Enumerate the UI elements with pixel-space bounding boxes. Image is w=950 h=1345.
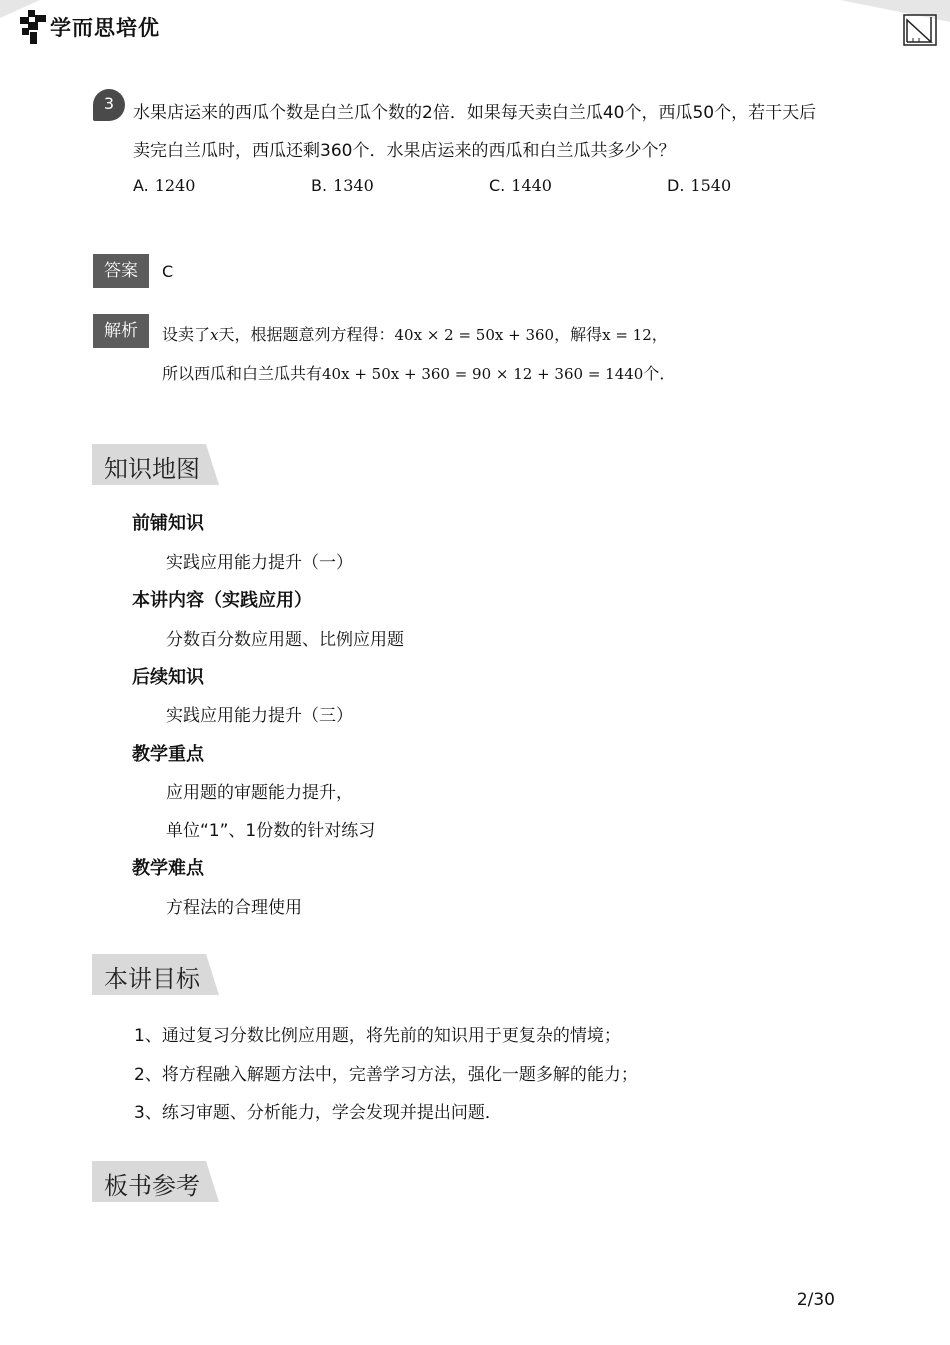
knowledge-heading: 教学难点 (132, 858, 204, 879)
brand-name: 学而思培优 (50, 16, 160, 40)
brand-logo (20, 10, 160, 44)
knowledge-heading: 本讲内容（实践应用） (132, 590, 312, 611)
knowledge-item: 实践应用能力提升（一） (166, 553, 353, 573)
section-header-goals: 本讲目标 (92, 954, 218, 995)
section-header-board: 板书参考 (92, 1161, 218, 1202)
question-number-badge: 3 (93, 89, 125, 121)
goal-item: 3、练习审题、分析能力，学会发现并提出问题． (134, 1103, 502, 1123)
answer-tag: 答案 (93, 254, 149, 288)
knowledge-heading: 前铺知识 (132, 513, 204, 534)
knowledge-heading: 后续知识 (132, 667, 204, 688)
analysis-tag: 解析 (93, 314, 149, 348)
goal-item: 2、将方程融入解题方法中，完善学习方法，强化一题多解的能力； (134, 1065, 638, 1085)
analysis-line-1: 设卖了x天，根据题意列方程得：40x × 2 = 50x + 360，解得x = 12， (162, 325, 668, 344)
question-text-line-1: 水果店运来的西瓜个数是白兰瓜个数的2倍．如果每天卖白兰瓜40个，西瓜50个，若干天后 (133, 103, 817, 123)
knowledge-item: 单位“1”、1份数的针对练习 (166, 821, 376, 841)
equation-2: x = 12 (602, 326, 652, 344)
brand-mark-icon (20, 10, 46, 44)
option-c[interactable]: C. 1440 (489, 176, 552, 195)
question-text-line-2: 卖完白兰瓜时，西瓜还剩360个．水果店运来的西瓜和白兰瓜共多少个？ (133, 141, 676, 161)
knowledge-item: 应用题的审题能力提升， (166, 783, 353, 803)
equation-1: 40x × 2 = 50x + 360 (394, 326, 555, 344)
equation-3: 40x + 50x + 360 = 90 × 12 + 360 = 1440 (322, 365, 644, 383)
goal-item: 1、通过复习分数比例应用题，将先前的知识用于更复杂的情境； (134, 1026, 621, 1046)
section-header-knowledge-map: 知识地图 (92, 444, 218, 485)
page-number: 2/30 (796, 1290, 835, 1310)
knowledge-item: 实践应用能力提升（三） (166, 706, 353, 726)
option-d[interactable]: D. 1540 (667, 176, 732, 195)
knowledge-item: 方程法的合理使用 (166, 898, 302, 918)
option-a[interactable]: A. 1240 (133, 176, 196, 195)
ruler-triangle-icon (903, 14, 937, 46)
answer-value: C (162, 262, 174, 281)
knowledge-heading: 教学重点 (132, 744, 204, 765)
option-b[interactable]: B. 1340 (311, 176, 374, 195)
analysis-line-2: 所以西瓜和白兰瓜共有40x + 50x + 360 = 90 × 12 + 360 = 1440个． (162, 364, 676, 383)
knowledge-item: 分数百分数应用题、比例应用题 (166, 630, 404, 650)
